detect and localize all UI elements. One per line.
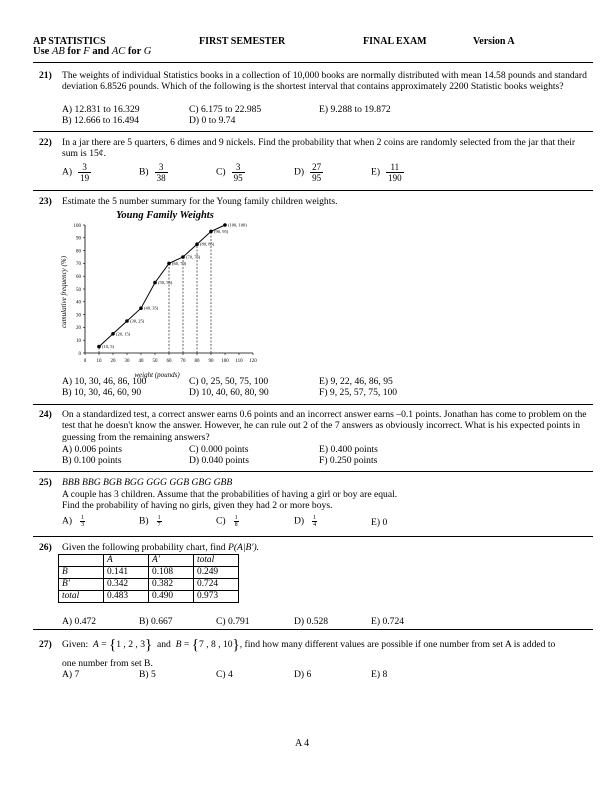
table-cell bbox=[59, 555, 104, 567]
probability-expression: P(A|B'). bbox=[228, 542, 260, 553]
y-tick-label: 100 bbox=[73, 223, 81, 229]
fraction bbox=[386, 162, 404, 183]
and-label: and bbox=[157, 639, 171, 650]
y-tick-label: 60 bbox=[76, 275, 81, 280]
cumulative-frequency-chart bbox=[55, 207, 265, 379]
set-a-values: 1 , 2 , 3 bbox=[116, 639, 145, 650]
answer-c[interactable] bbox=[216, 515, 239, 528]
data-point bbox=[181, 255, 185, 259]
answer-d[interactable] bbox=[294, 515, 317, 528]
page-number: A 4 bbox=[295, 738, 310, 749]
divider bbox=[33, 131, 593, 132]
x-tick-label: 40 bbox=[138, 359, 144, 364]
x-tick-label: 20 bbox=[110, 359, 116, 364]
set-b-values: 7 , 8 , 10 bbox=[198, 639, 233, 650]
table-cell: 0.382 bbox=[149, 579, 194, 591]
numerator: 1 bbox=[313, 515, 317, 521]
instruction-for2: for bbox=[127, 46, 142, 57]
question-text: Given: A = {1 , 2 , 3} and B = {7 , 8 , 10}, find how many different values are possible if one number from set A is added to bbox=[62, 637, 556, 653]
data-label: (80, 85) bbox=[200, 241, 215, 247]
question-number: 21) bbox=[39, 70, 52, 81]
chart-plot-area bbox=[74, 223, 258, 365]
set-a-name: A bbox=[92, 639, 99, 650]
y-tick-label: 50 bbox=[76, 287, 81, 293]
answer-b[interactable]: B) 0.100 points bbox=[62, 455, 122, 466]
table-cell: 0.108 bbox=[149, 567, 194, 579]
x-tick-label: 60 bbox=[166, 359, 172, 364]
fraction bbox=[80, 515, 85, 528]
answer-e[interactable]: E) 0.724 bbox=[371, 616, 405, 627]
data-point bbox=[97, 345, 101, 349]
course-title: AP STATISTICS bbox=[33, 36, 106, 47]
data-label: (60, 70) bbox=[172, 260, 187, 266]
table-row bbox=[59, 567, 239, 579]
question-text: one number from set B. bbox=[62, 658, 153, 669]
answer-d[interactable] bbox=[294, 162, 323, 183]
table-cell: 0.973 bbox=[194, 591, 239, 603]
question-number: 23) bbox=[39, 196, 52, 207]
question-number: 24) bbox=[39, 409, 52, 420]
answer-b[interactable]: B) 5 bbox=[139, 669, 156, 680]
answer-d[interactable]: D) 0 to 9.74 bbox=[189, 115, 236, 126]
answer-label: E) bbox=[371, 166, 381, 178]
denominator: 19 bbox=[80, 173, 90, 183]
probability-table bbox=[58, 554, 239, 603]
fraction bbox=[78, 162, 91, 183]
y-tick-label: 70 bbox=[76, 262, 81, 268]
x-tick-label: 10 bbox=[96, 359, 102, 364]
fraction bbox=[155, 162, 168, 183]
data-label: (30, 25) bbox=[130, 318, 145, 324]
x-tick-label: 30 bbox=[124, 359, 130, 364]
y-tick-label: 0 bbox=[78, 351, 81, 357]
table-cell: A' bbox=[149, 555, 194, 567]
y-tick-label: 20 bbox=[76, 326, 81, 332]
data-label: (10, 5) bbox=[102, 344, 114, 350]
answer-a[interactable] bbox=[62, 515, 85, 528]
data-point bbox=[111, 332, 115, 336]
answer-d[interactable]: D) 10, 40, 60, 80, 90 bbox=[189, 387, 269, 398]
denominator: 95 bbox=[233, 173, 243, 183]
table-cell: 0.490 bbox=[149, 591, 194, 603]
y-tick-label: 40 bbox=[76, 300, 81, 306]
divider bbox=[33, 190, 593, 191]
answer-a[interactable]: A) 10, 30, 46, 86, 100 bbox=[62, 376, 147, 387]
data-point bbox=[223, 223, 227, 227]
divider bbox=[33, 62, 593, 63]
question-text: The weights of individual Statistics books in a collection of 10,000 books are normally distributed with mean 14.58 pounds and standard deviation 6.8526 pounds. Which of the following is the shortest interval that contains approximately 2200 Statistic books weights? bbox=[62, 70, 587, 93]
answer-f[interactable]: F) 9, 25, 57, 75, 100 bbox=[319, 387, 398, 398]
answer-label: A) bbox=[62, 166, 73, 178]
answer-label: B) bbox=[139, 166, 149, 178]
answer-f[interactable]: F) 0.250 points bbox=[319, 455, 378, 466]
denominator: 4 bbox=[313, 522, 317, 528]
table-cell: B' bbox=[59, 579, 104, 591]
y-tick-label: 90 bbox=[76, 236, 81, 242]
table-cell: 0.724 bbox=[194, 579, 239, 591]
x-tick-label: 80 bbox=[194, 359, 200, 364]
chart-x-axis-label: weight (pounds) bbox=[134, 371, 180, 379]
instruction-and: and bbox=[92, 46, 110, 57]
answer-b[interactable]: B) 12.666 to 16.494 bbox=[62, 115, 140, 126]
answer-e[interactable]: E) 8 bbox=[371, 669, 388, 680]
answer-b[interactable]: B) 10, 30, 46, 60, 90 bbox=[62, 387, 142, 398]
instruction-line bbox=[33, 46, 151, 57]
numerator: 1 bbox=[234, 515, 238, 521]
data-label: (20, 15) bbox=[116, 331, 131, 337]
question-text: In a jar there are 5 quarters, 6 dimes and 9 nickels. Find the probability that when 2 coins are randomly selected from the jar that their sum is 15¢. bbox=[62, 137, 576, 160]
answer-d[interactable]: D) 0.040 points bbox=[189, 455, 249, 466]
question-text-part: , find how many different values are possible if one number from set A is added to bbox=[239, 639, 556, 650]
x-tick-label: 120 bbox=[249, 359, 257, 364]
x-tick-label: 110 bbox=[235, 359, 243, 364]
numerator: 1 bbox=[81, 515, 85, 521]
outcome-list: BBB BBG BGB BGG GGG GGB GBG GBB bbox=[62, 477, 233, 488]
question-text-part: Given the following probability chart, find bbox=[62, 542, 226, 553]
answer-b[interactable] bbox=[139, 162, 168, 183]
fraction bbox=[310, 162, 323, 183]
data-label: (70, 75) bbox=[186, 254, 201, 260]
instruction-use: Use bbox=[33, 46, 50, 57]
chart-y-axis-label: cumulative frequency (%) bbox=[60, 255, 68, 329]
data-label: (100, 100) bbox=[228, 222, 247, 228]
x-tick-label: 0 bbox=[83, 359, 87, 364]
given-label: Given: bbox=[62, 639, 89, 650]
answer-e[interactable]: E) 0.400 points bbox=[319, 444, 378, 455]
numerator: 11 bbox=[386, 162, 404, 173]
semester-label: FIRST SEMESTER bbox=[199, 36, 286, 47]
answer-e[interactable]: E) 0 bbox=[371, 517, 388, 528]
data-point bbox=[139, 306, 143, 310]
answer-a[interactable]: A) 0.472 bbox=[62, 616, 97, 627]
fraction bbox=[312, 515, 317, 528]
denominator: 95 bbox=[312, 173, 322, 183]
table-header-row bbox=[59, 555, 239, 567]
data-point bbox=[167, 262, 171, 266]
x-tick-label: 70 bbox=[180, 359, 186, 364]
divider bbox=[33, 629, 593, 630]
answer-b[interactable] bbox=[139, 515, 162, 528]
answer-c[interactable] bbox=[216, 162, 245, 183]
answer-b[interactable]: B) 0.667 bbox=[139, 616, 173, 627]
answer-e[interactable]: E) 9.288 to 19.872 bbox=[319, 104, 391, 115]
x-tick-label: 50 bbox=[152, 359, 158, 364]
data-label: (40, 35) bbox=[144, 305, 159, 311]
data-point bbox=[125, 319, 129, 323]
denominator: 38 bbox=[156, 173, 166, 183]
question-text bbox=[62, 542, 592, 553]
instruction-g: G bbox=[143, 46, 152, 57]
answer-d[interactable]: D) 6 bbox=[294, 669, 312, 680]
fraction bbox=[157, 515, 162, 528]
table-cell: A bbox=[104, 555, 149, 567]
answer-a[interactable] bbox=[62, 162, 91, 183]
table-cell: 0.342 bbox=[104, 579, 149, 591]
answer-c[interactable]: C) 4 bbox=[216, 669, 233, 680]
table-row bbox=[59, 591, 239, 603]
question-number: 22) bbox=[39, 137, 52, 148]
instruction-for1: for bbox=[67, 46, 81, 57]
answer-label: B) bbox=[139, 515, 149, 527]
table-row bbox=[59, 579, 239, 591]
divider bbox=[33, 471, 593, 472]
answer-label: A) bbox=[62, 515, 73, 527]
numerator: 3 bbox=[78, 162, 91, 173]
x-tick-label: 90 bbox=[208, 359, 214, 364]
denominator: 7 bbox=[157, 522, 161, 528]
table-cell: 0.249 bbox=[194, 567, 239, 579]
numerator: 3 bbox=[155, 162, 168, 173]
denominator: 3 bbox=[81, 522, 85, 528]
divider bbox=[33, 536, 593, 537]
answer-label: C) bbox=[216, 515, 226, 527]
question-number: 25) bbox=[39, 477, 52, 488]
answer-a[interactable]: A) 7 bbox=[62, 669, 80, 680]
question-number: 27) bbox=[39, 639, 52, 650]
set-b-name: B bbox=[175, 639, 182, 650]
table-cell: B bbox=[59, 567, 104, 579]
data-point bbox=[153, 281, 157, 285]
instruction-ac: AC bbox=[111, 46, 126, 57]
version-label: Version A bbox=[473, 36, 515, 47]
question-text: A couple has 3 children. Assume that the probabilities of having a girl or boy are equal. bbox=[62, 489, 398, 500]
table-cell: total bbox=[59, 591, 104, 603]
numerator: 1 bbox=[157, 515, 161, 521]
answer-label: D) bbox=[294, 515, 305, 527]
answer-c[interactable]: C) 6.175 to 22.985 bbox=[189, 104, 262, 115]
table-cell: total bbox=[194, 555, 239, 567]
instruction-f: F bbox=[83, 46, 90, 57]
answer-c[interactable]: C) 0.000 points bbox=[189, 444, 249, 455]
data-label: (50, 55) bbox=[158, 280, 173, 286]
question-text: Estimate the 5 number summary for the Young family children weights. bbox=[62, 196, 338, 207]
question-text: Find the probability of having no girls, given they had 2 or more boys. bbox=[62, 500, 333, 511]
answer-label: C) bbox=[216, 166, 226, 178]
numerator: 27 bbox=[312, 162, 322, 172]
y-tick-label: 80 bbox=[76, 249, 81, 255]
answer-c[interactable]: C) 0.791 bbox=[216, 616, 250, 627]
answer-d[interactable]: D) 0.528 bbox=[294, 616, 329, 627]
fraction bbox=[234, 515, 239, 528]
data-label: (90, 95) bbox=[214, 228, 229, 234]
answer-label: D) bbox=[294, 166, 305, 178]
table-cell: 0.483 bbox=[104, 591, 149, 603]
y-tick-label: 30 bbox=[76, 313, 81, 319]
answer-c[interactable]: C) 0, 25, 50, 75, 100 bbox=[189, 376, 269, 387]
exam-label: FINAL EXAM bbox=[363, 36, 427, 47]
instruction-ab: AB bbox=[51, 46, 65, 57]
divider bbox=[33, 404, 593, 405]
fraction bbox=[232, 162, 245, 183]
data-point bbox=[209, 230, 213, 234]
answer-a[interactable]: A) 12.831 to 16.329 bbox=[62, 104, 140, 115]
x-tick-label: 100 bbox=[221, 359, 229, 364]
denominator: 190 bbox=[388, 173, 402, 183]
question-text: On a standardized test, a correct answer earns 0.6 points and an incorrect answer earns –0.1 points. Jonathan has come to problem on the test that he doesn't know the answer. However, he can rule out 2 of the 7 answers as obviously incorrect. What is his expected points in guessing from the remaining answers? bbox=[62, 409, 587, 443]
answer-a[interactable]: A) 0.006 points bbox=[62, 444, 122, 455]
answer-e[interactable] bbox=[371, 162, 404, 183]
chart-title: Young Family Weights bbox=[116, 210, 214, 221]
answer-e[interactable]: E) 9, 22, 46, 86, 95 bbox=[319, 376, 393, 387]
denominator: 8 bbox=[234, 522, 238, 528]
table-cell: 0.141 bbox=[104, 567, 149, 579]
y-tick-label: 10 bbox=[76, 339, 81, 344]
numerator: 3 bbox=[232, 162, 245, 173]
question-number: 26) bbox=[39, 542, 52, 553]
data-point bbox=[195, 242, 199, 246]
